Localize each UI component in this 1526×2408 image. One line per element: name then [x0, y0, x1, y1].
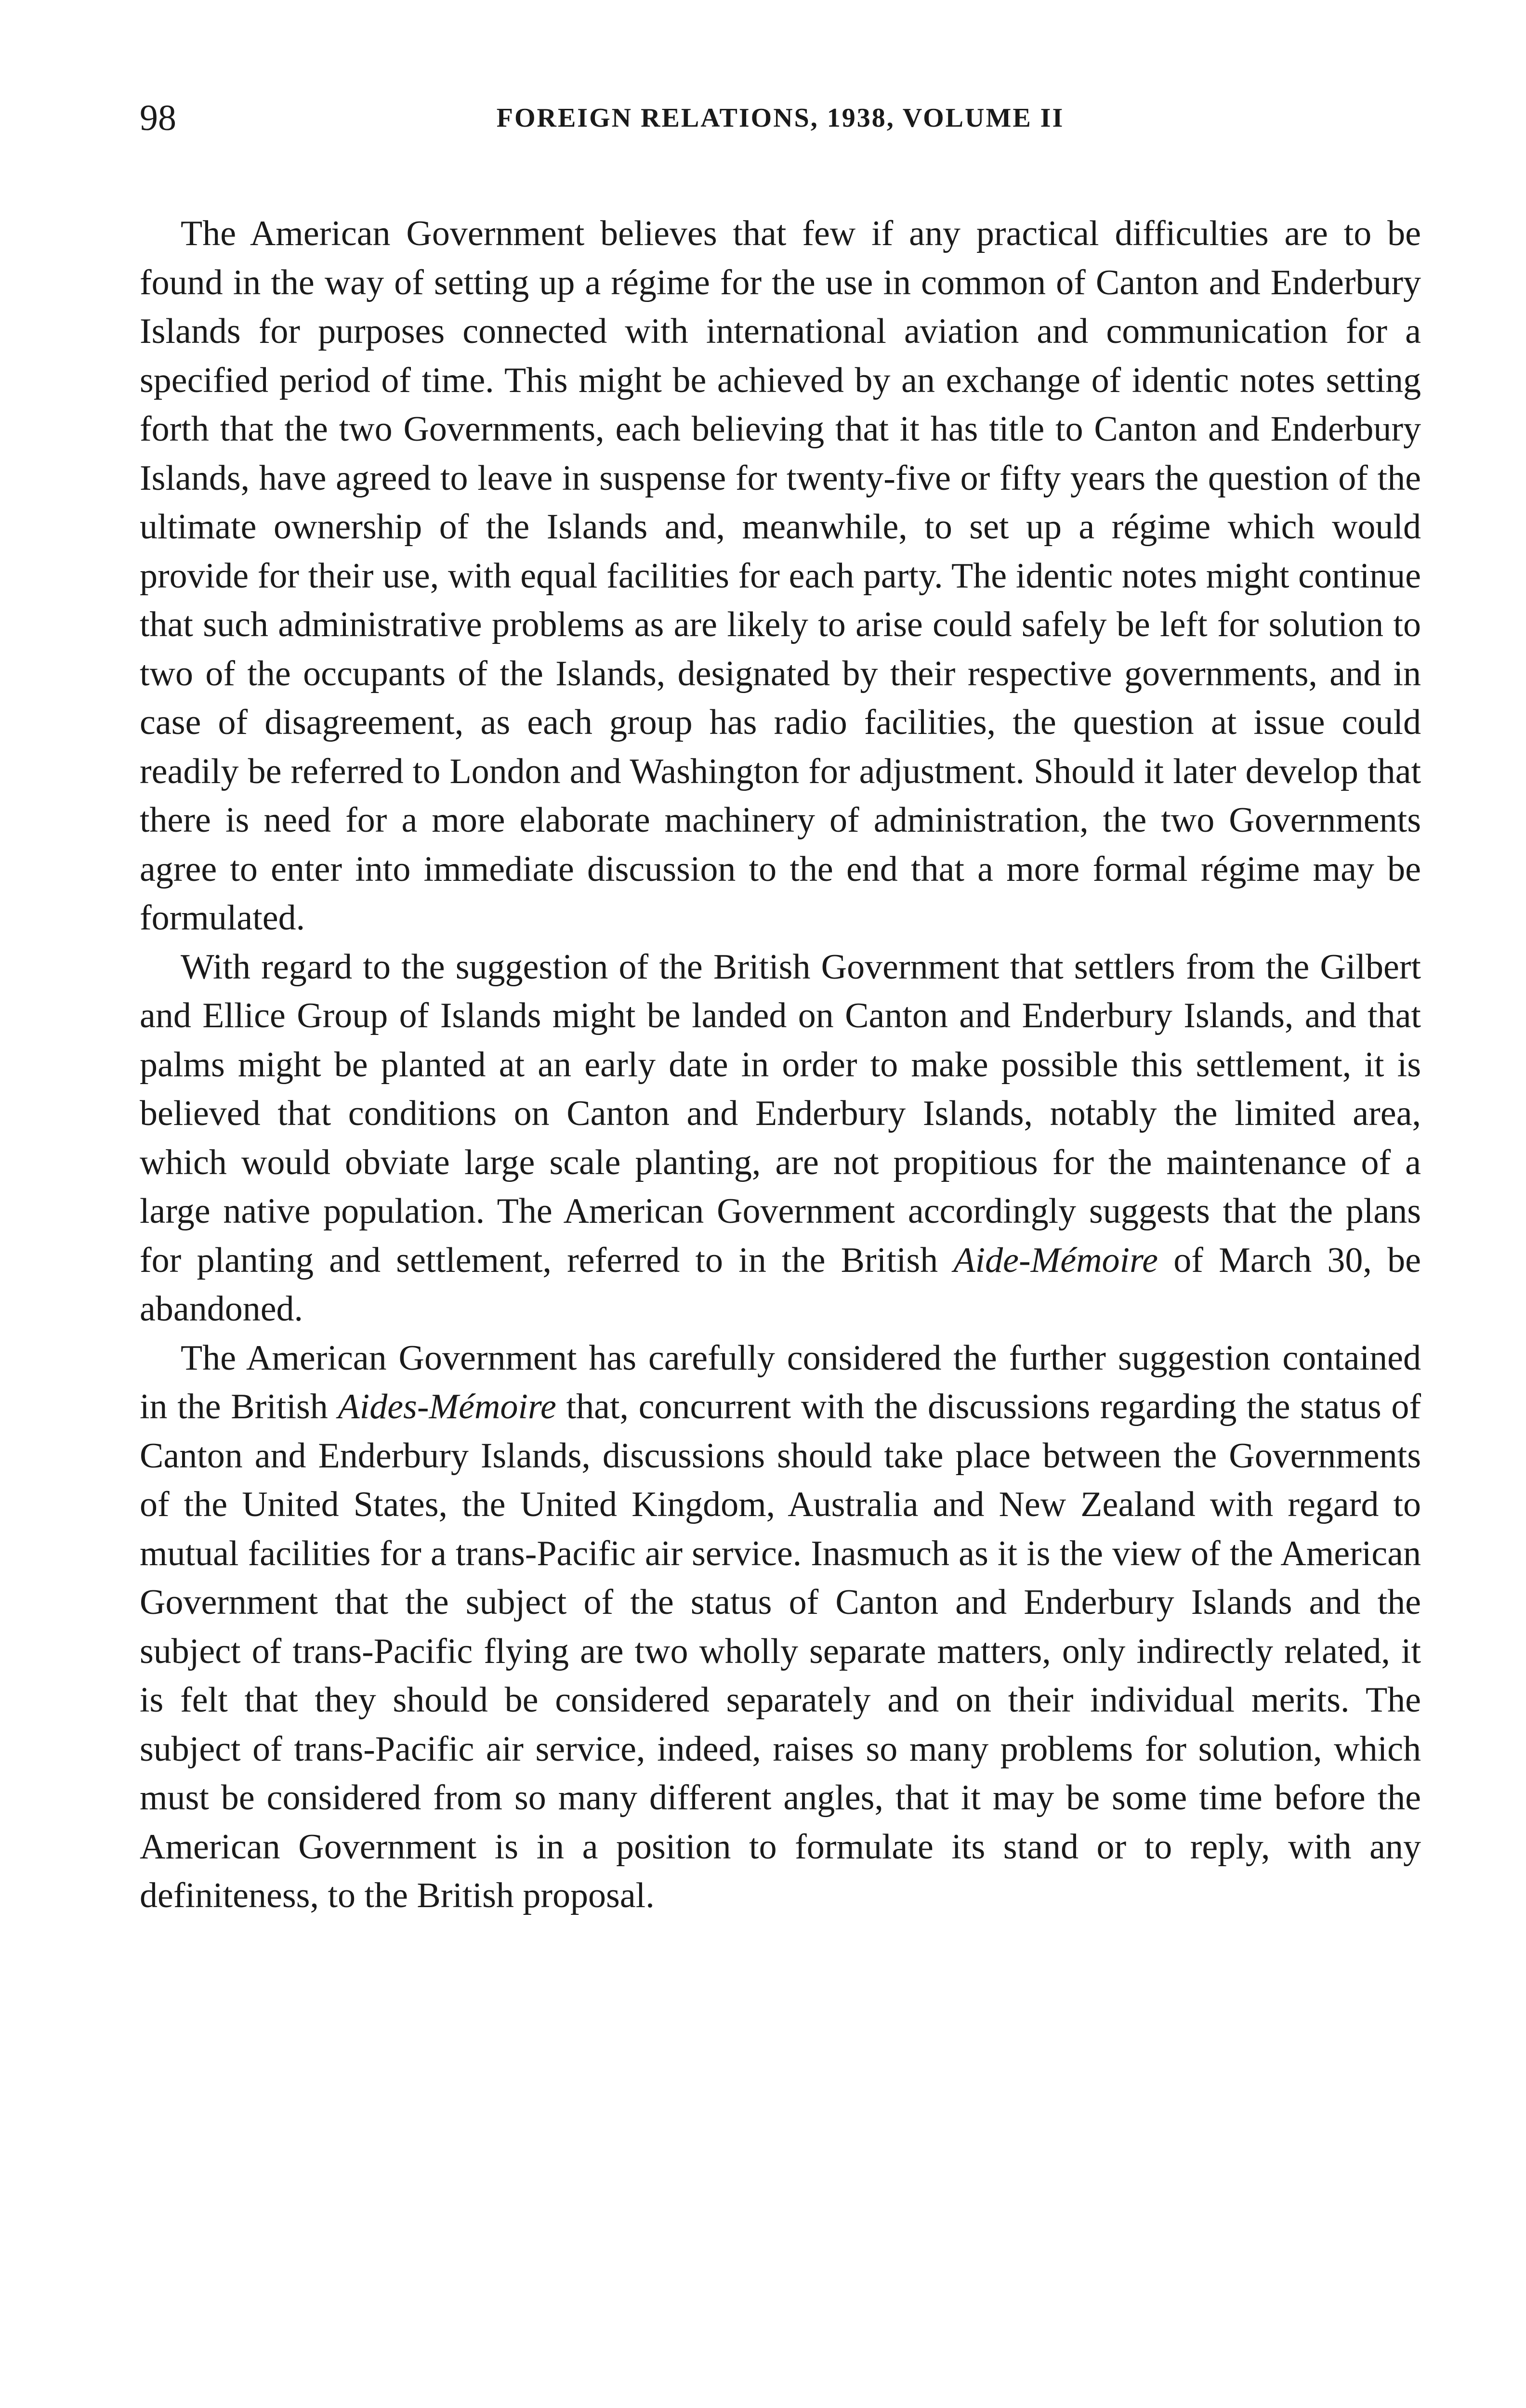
- paragraph-settlers: [140, 943, 1421, 1334]
- paragraph-regime-proposal: [140, 209, 1421, 943]
- paragraph-text: With regard to the suggestion of the British Government that settlers from the Gilbert and Ellice Group of Islands might be landed on Canton and Enderbury Islands, and that palms might be planted at an early date in order to make possible this settlement, it is believed that conditions on Canton and Enderbury Islands, notably the limited area, which would obviate large scale planting, are not propitious for the maintenance of a large native population. The American Government accordingly suggests that the plans for planting and settlement, referred to in the British: [140, 947, 1421, 1280]
- document-title-italic: Aide-Mémoire: [953, 1240, 1158, 1280]
- paragraph-text: The American Government has carefully considered the further suggestion contained in the British: [140, 1338, 1421, 1426]
- paragraph-text: of March 30, be abandoned.: [140, 1240, 1421, 1329]
- paragraph-air-service: [140, 1334, 1421, 1921]
- running-title: FOREIGN RELATIONS, 1938, VOLUME II: [496, 103, 1065, 133]
- paragraph-text: The American Government believes that few if any practical difficulties are to be found in the way of setting up a régime for the use in common of Canton and Enderbury Islands for purposes connected with international aviation and communication for a specified period of time. This might be achieved by an exchange of identic notes setting forth that the two Governments, each believing that it has title to Canton and Enderbury Islands, have agreed to leave in suspense for twenty-five or fifty years the question of the ultimate ownership of the Islands and, meanwhile, to set up a régime which would provide for their use, with equal facilities for each party. The identic notes might continue that such administrative problems as are likely to arise could safely be left for solution to two of the occupants of the Islands, designated by their respective governments, and in case of disagreement, as each group has radio facilities, the question at issue could readily be referred to London and Washington for adjustment. Should it later develop that there is need for a more elaborate machinery of administration, the two Governments agree to enter into immediate discussion to the end that a more formal régime may be formulated.: [140, 214, 1421, 938]
- running-head: [140, 94, 1421, 152]
- body-text: [140, 209, 1421, 1921]
- paragraph-text: that, concurrent with the discussions regarding the status of Canton and Enderbury Islands, discussions should take place between the Governments of the United States, the United Kingdom, Australia and New Zealand with regard to mutual facilities for a trans-Pacific air service. Inasmuch as it is the view of the American Government that the subject of the status of Canton and Enderbury Islands and the subject of trans-Pacific flying are two wholly separate matters, only indirectly related, it is felt that they should be considered separately and on their individual merits. The subject of trans-Pacific air service, indeed, raises so many problems for solution, which must be considered from so many different angles, that it may be some time before the American Government is in a position to formulate its stand or to reply, with any definiteness, to the British proposal.: [140, 1387, 1421, 1915]
- page-number: 98: [140, 98, 176, 138]
- document-page: [140, 94, 1421, 1921]
- document-title-italic: Aides-Mémoire: [338, 1387, 556, 1426]
